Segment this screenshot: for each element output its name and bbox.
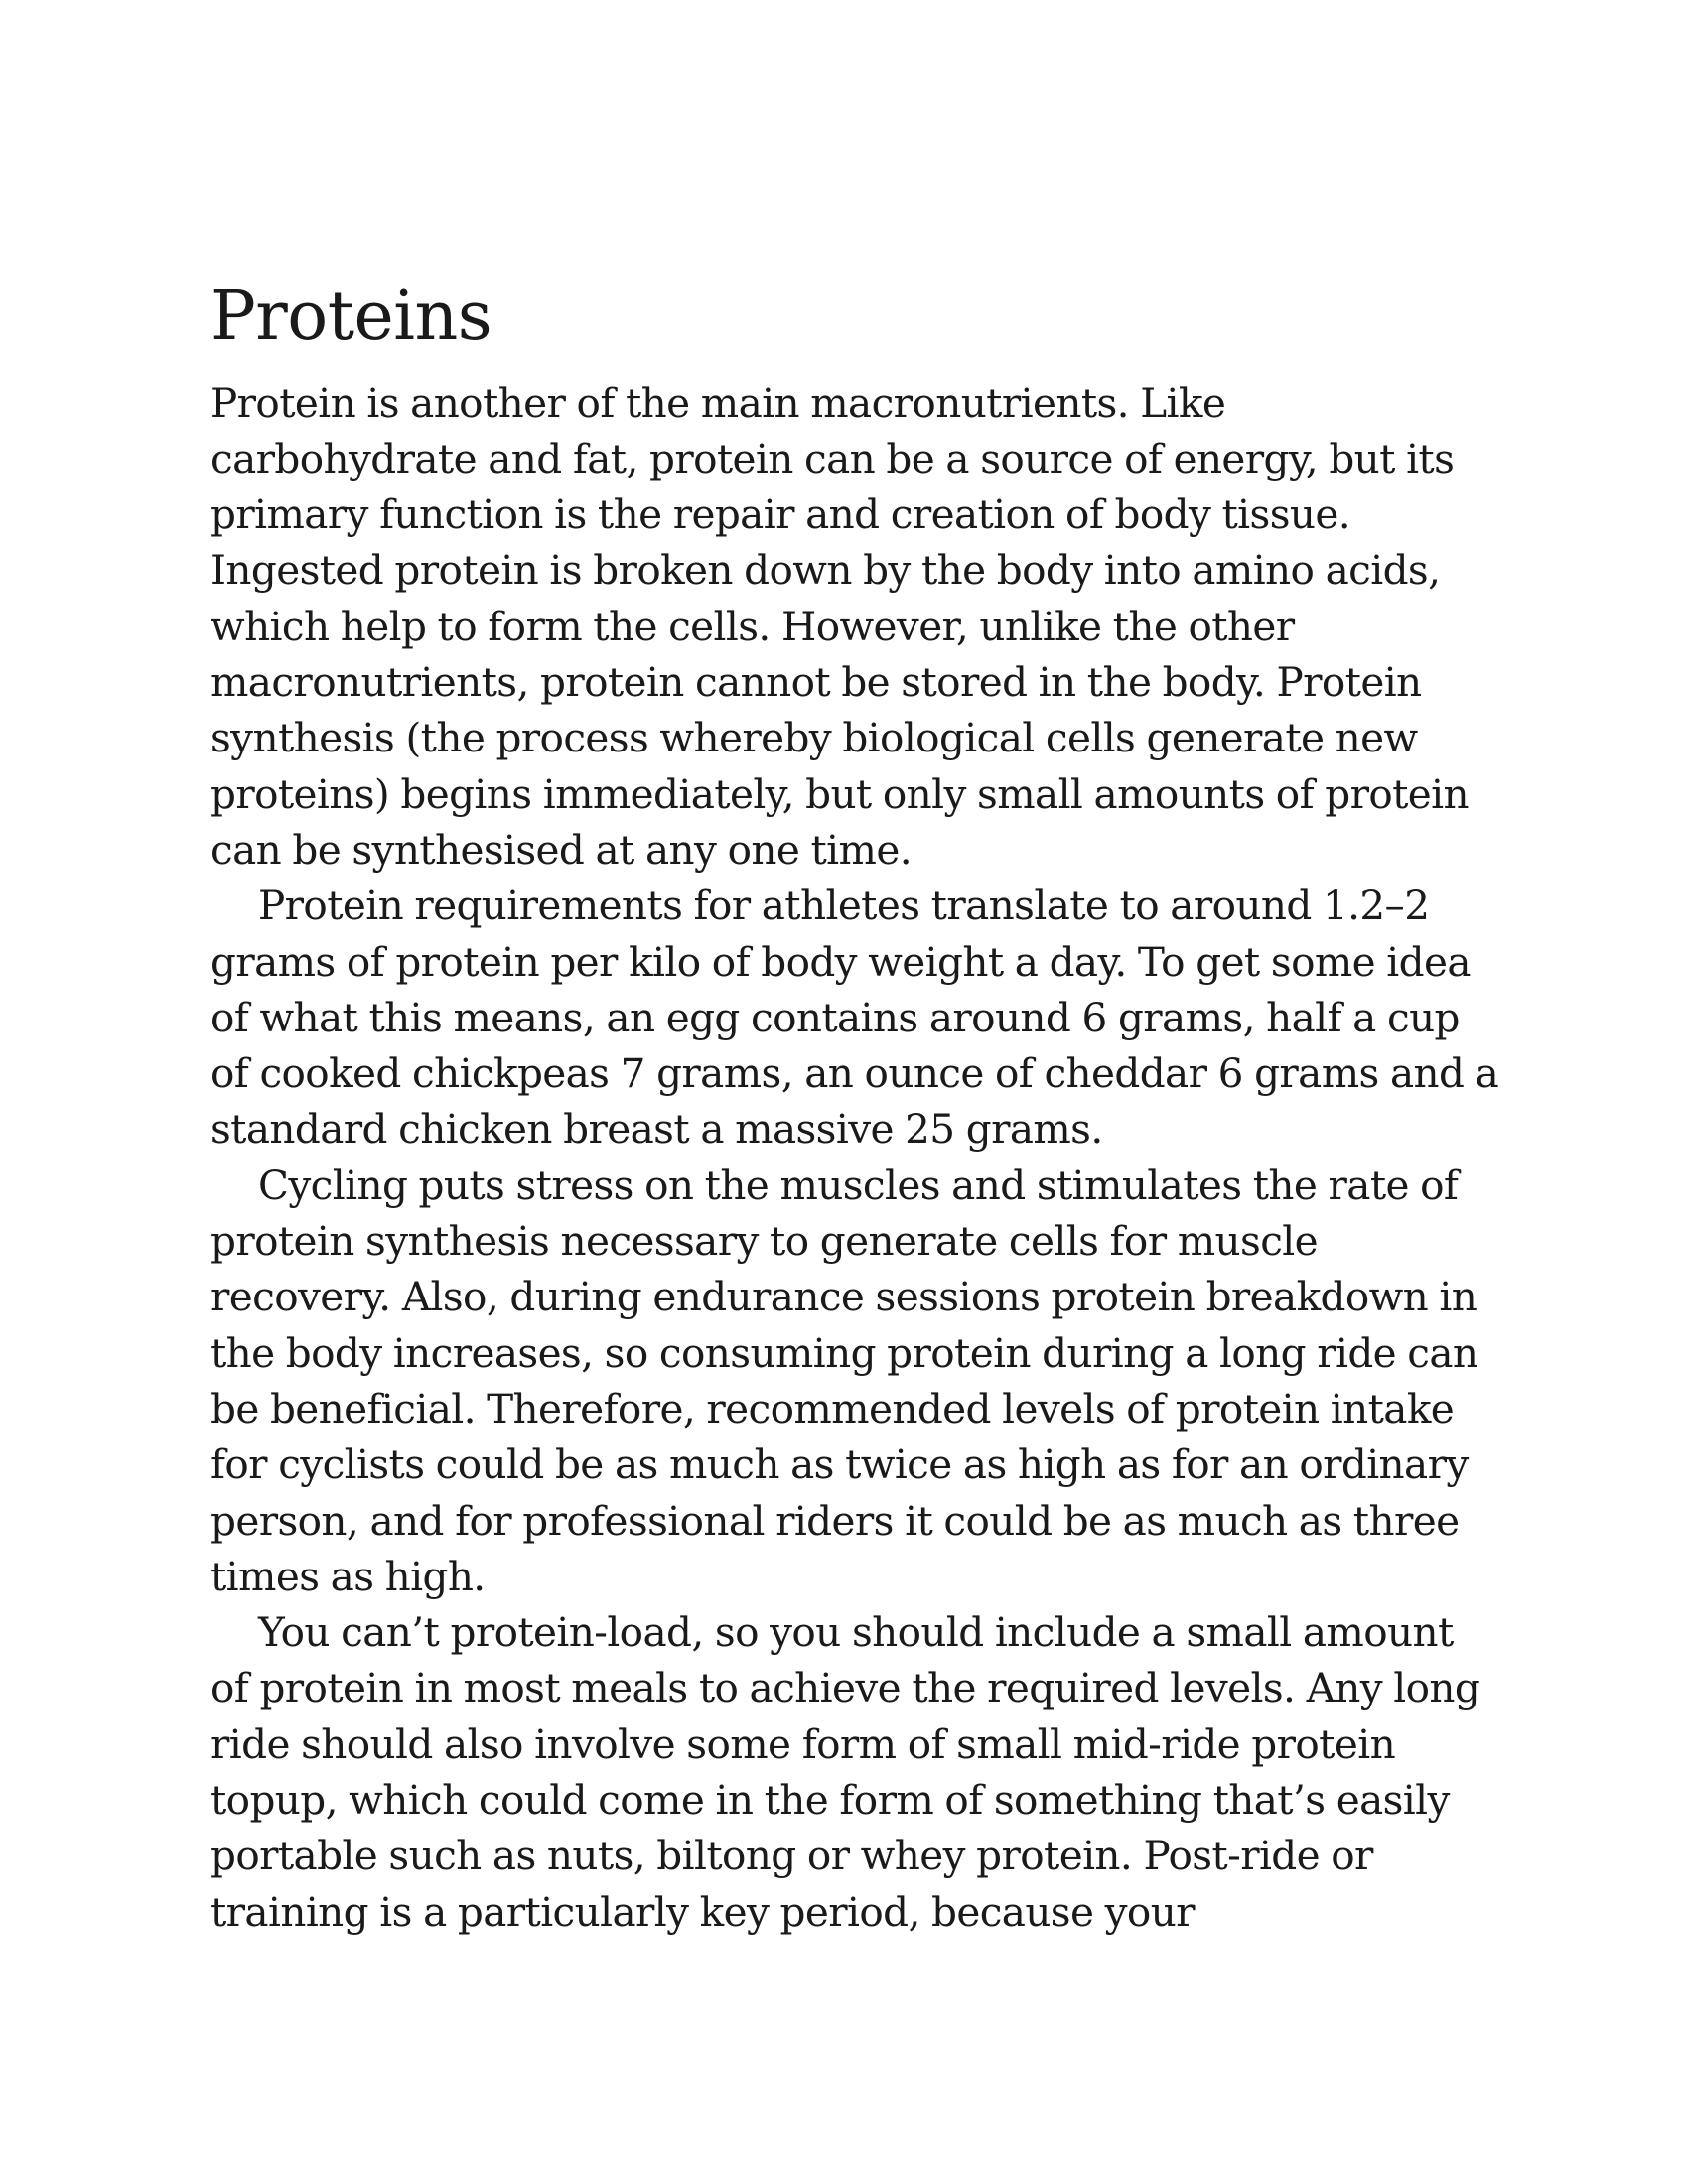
- paragraph-cycling: Cycling puts stress on the muscles and stimulates the rate of protein synthesis necessary to generate cells for muscle recovery. Also, during endurance sessions protein breakdown in the body increases, so consuming protein during a long ride can be beneficial. Therefore, recommended levels of protein intake for cyclists could be as much as twice as high as for an ordinary person, and for professional riders it could be as much as three times as high.: [211, 1160, 1478, 1600]
- paragraph-protein-load: You can’t protein-load, so you should include a small amount of protein in most meals to achieve the required levels. Any long ride should also involve some form of small mid-ride protein topup, which could come in the form of something that’s easily portable such as nuts, biltong or whey protein. Post-ride or training is a particularly key period, because your: [211, 1608, 1480, 1936]
- page-content: [211, 276, 1501, 1940]
- paragraph-requirements: Protein requirements for athletes translate to around 1.2–2 grams of protein per kilo of body weight a day. To get some idea of what this means, an egg contains around 6 grams, half a cup of cooked chickpeas 7 grams, an ounce of cheddar 6 grams and a standard chicken breast a massive 25 grams.: [211, 882, 1499, 1154]
- paragraph-intro: Protein is another of the main macronutrients. Like carbohydrate and fat, protein can be a source of energy, but its primary function is the repair and creation of body tissue. Ingested protein is broken down by the body into amino acids, which help to form the cells. However, unlike the other macronutrients, protein cannot be stored in the body. Protein synthesis (the process whereby biological cells generate new proteins) begins immediately, but only small amounts of protein can be synthesised at any one time.: [211, 378, 1469, 874]
- page-title: Proteins: [211, 277, 492, 355]
